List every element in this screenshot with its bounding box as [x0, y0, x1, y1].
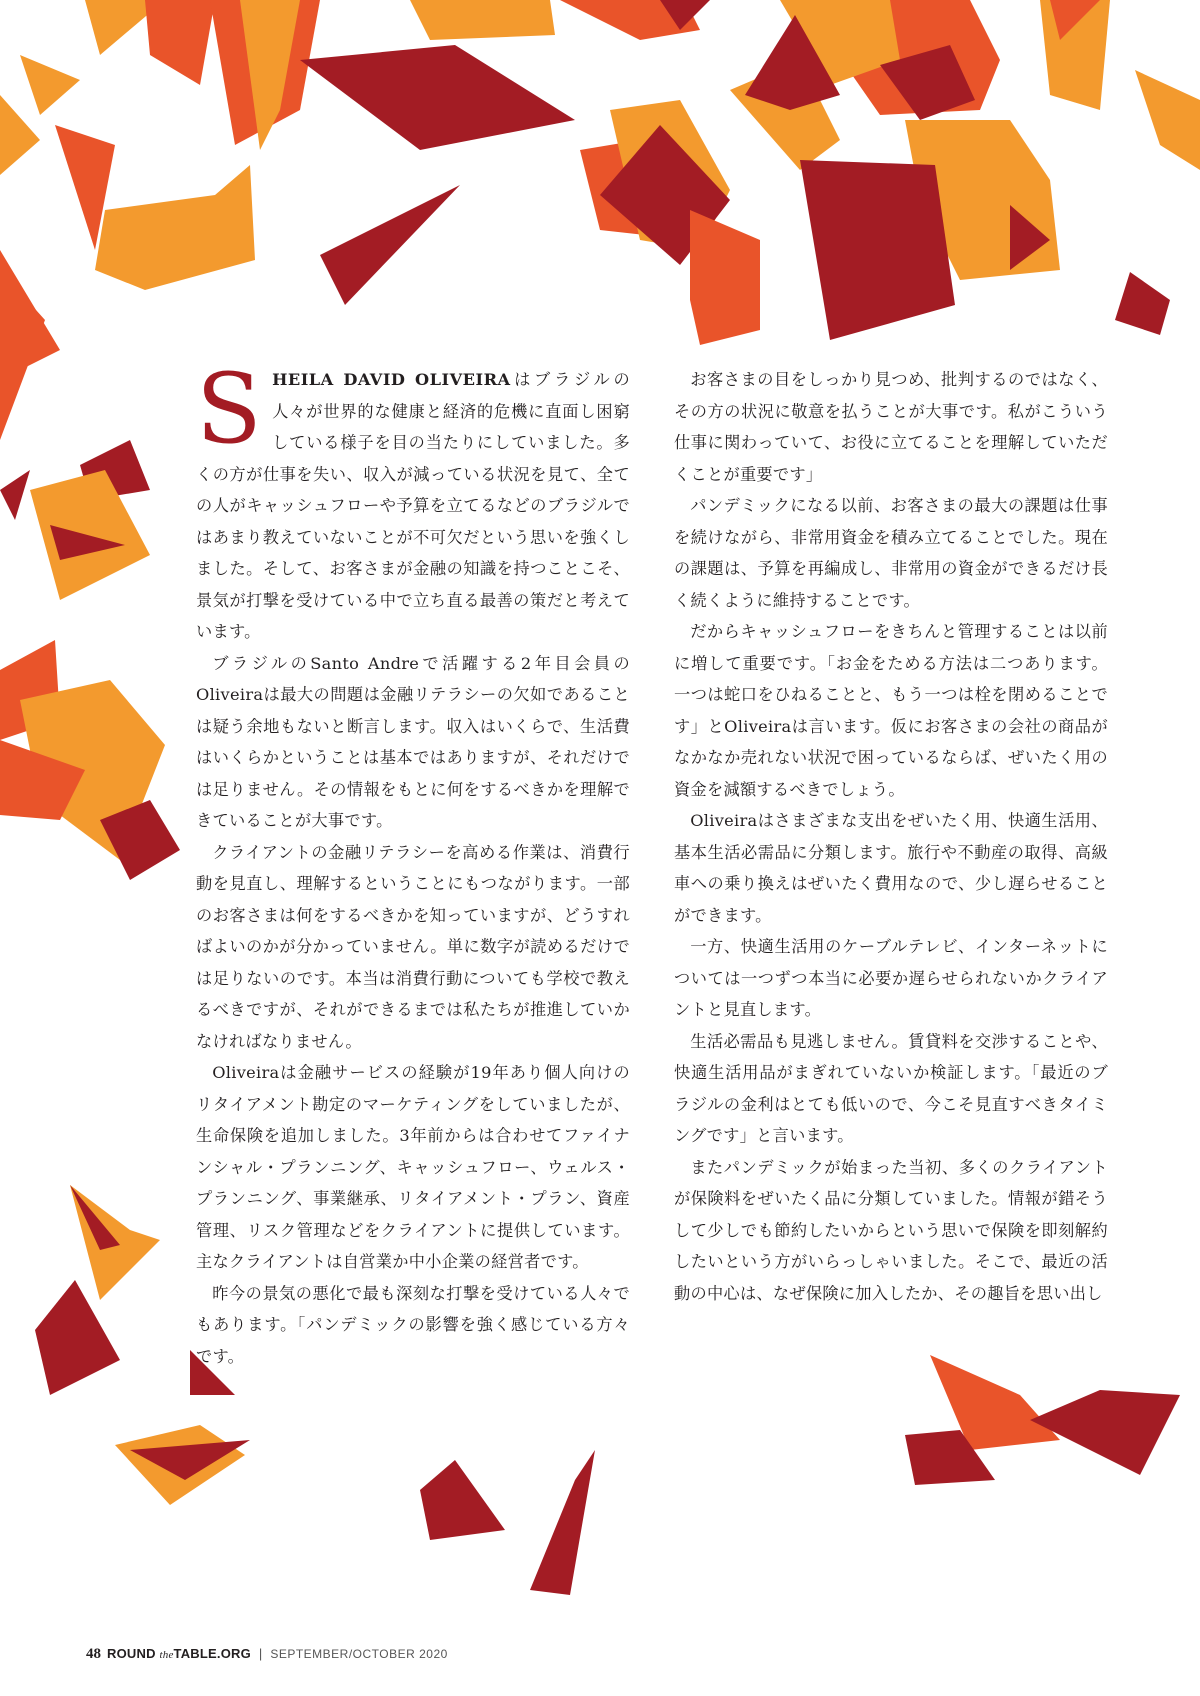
lead-name: HEILA DAVID OLIVEIRA: [272, 370, 511, 389]
page-footer: [86, 1646, 448, 1663]
paragraph: だからキャッシュフローをきちんと管理することは以前に増して重要です。「お金をためる方法は二つあります。一つは蛇口をひねることと、もう一つは栓を閉めることです」とOliveiraは言います。仮にお客さまの会社の商品がなかなか売れない状況で困っているならば、ぜいたく用の資金を減額するべきでしょう。: [674, 622, 1108, 799]
shape: [35, 1280, 120, 1395]
paragraph: またパンデミックが始まった当初、多くのクライアントが保険料をぜいたく品に分類していました。情報が錯そうして少しでも節約したいからという思いで保険を即刻解約したいという方がいらっしゃいました。そこで、最近の活動の中心は、なぜ保険に加入したか、その趣旨を思い出し: [674, 1157, 1108, 1303]
issue-date: SEPTEMBER/OCTOBER 2020: [270, 1647, 448, 1661]
paragraph: 昨今の景気の悪化で最も深刻な打撃を受けている人々でもあります。「パンデミックの影響を強く感じている方々です。: [196, 1283, 630, 1366]
shape: [800, 160, 955, 340]
page-number: 48: [86, 1646, 101, 1662]
shape: [95, 165, 255, 290]
paragraph: 生活必需品も見逃しません。賃貸料を交渉することや、快適生活用品がまぎれていないか検証します。「最近のブラジルの金利はとても低いので、今こそ見直すべきタイミングです」と言います。: [674, 1031, 1108, 1145]
paragraph: Oliveiraはさまざまな支出をぜいたく用、快適生活用、基本生活必需品に分類します。旅行や不動産の取得、高級車への乗り換えはぜいたく費用なので、少し遅らせることができます。: [674, 811, 1108, 925]
shape: [1115, 272, 1170, 335]
footer-separator: |: [258, 1646, 263, 1661]
shape: [20, 55, 80, 115]
shape: [1135, 70, 1200, 170]
paragraph: ブラジルのSanto Andreで活躍する2年目会員のOliveiraは最大の問題は金融リテラシーの欠如であることは疑う余地もないと断言します。収入はいくらで、生活費はいくらかということは基本ではありますが、それだけでは足りません。その情報をもとに何をするべきかを理解できていることが大事です。: [196, 653, 630, 830]
lead-paragraph: [196, 353, 630, 648]
paragraph: パンデミックになる以前、お客さまの最大の課題は仕事を続けながら、非常用資金を積み立てることでした。現在の課題は、予算を再編成し、非常用の資金ができるだけ長く続くように維持することです。: [674, 496, 1108, 610]
shape: [0, 470, 30, 520]
site-prefix: ROUND: [107, 1646, 160, 1661]
drop-cap: S: [196, 353, 263, 465]
site-suffix: TABLE.ORG: [173, 1646, 251, 1661]
paragraph: 一方、快適生活用のケーブルテレビ、インターネットについては一つずつ本当に必要か遅らせられないかクライアントと見直します。: [674, 937, 1108, 1019]
paragraph-text: はブラジルの人々が世界的な健康と経済的危機に直面し困窮している様子を目の当たりにしていました。多くの方が仕事を失い、収入が減っている状況を見て、全ての人がキャッシュフローや予算を立てるなどのブラジルではあまり教えていないことが不可欠だという思いを強くしました。そして、お客さまが金融の知識を持つことこそ、景気が打撃を受けている中で立ち直る最善の策だと考えています。: [196, 370, 630, 641]
shape: [0, 95, 40, 175]
paragraph: Oliveiraは金融サービスの経験が19年あり個人向けのリタイアメント勘定のマーケティングをしていましたが、生命保険を追加しました。3年前からは合わせてファイナンシャル・プランニング、キャッシュフロー、ウェルス・プランニング、事業継承、リタイアメント・プラン、資産管理、リスク管理などをクライアントに提供しています。主なクライアントは自営業か中小企業の経営者です。: [196, 1063, 630, 1271]
shape: [690, 210, 760, 345]
paragraph: クライアントの金融リテラシーを高める作業は、消費行動を見直し、理解するということにもつながります。一部のお客さまは何をするべきかを知っていますが、どうすればよいのかが分かっていません。単に数字が読めるだけでは足りないのです。本当は消費行動についても学校で教えるべきですが、それができるまでは私たちが推進していかなければなりません。: [196, 842, 630, 1051]
site-the: the: [159, 1649, 174, 1661]
shape: [320, 185, 460, 305]
article-column-right: [674, 364, 1108, 1309]
shape: [145, 0, 215, 85]
shape: [410, 0, 555, 40]
shape: [300, 45, 575, 150]
shape: [420, 1460, 505, 1540]
site-name[interactable]: [107, 1646, 251, 1661]
paragraph: お客さまの目をしっかり見つめ、批判するのではなく、その方の状況に敬意を払うことが大事です。私がこういう仕事に関わっていて、お役に立てることを理解していただくことが重要です」: [674, 370, 1108, 484]
shape: [530, 1450, 595, 1595]
article-column-left: [196, 353, 630, 1372]
